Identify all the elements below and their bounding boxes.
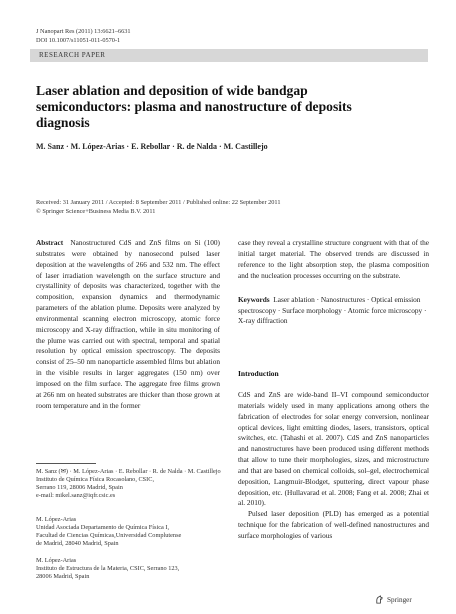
author-list: M. Sanz · M. López-Arias · E. Rebollar · R. de Nalda · M. Castillejo [36,142,268,151]
keywords-heading: Keywords [238,295,270,304]
affiliation-3 [36,557,226,581]
introduction-body [238,390,429,542]
doi-line: DOI 10.1007/s11051-011-0570-1 [36,37,121,44]
affiliation-names: M. López-Arias [36,516,77,523]
keywords [238,295,429,327]
affiliation-2 [36,516,226,548]
introduction-paragraph-1: CdS and ZnS are wide-band II–VI compound semiconductor materials widely used in many applications among others the fabrication of electrodes for solar energy conversion, nonlinear optical devices, light emitting diodes, lasers, transistors, optical switches, etc. (Tahashi et al. 2007). CdS and ZnS nanoparticles and nanostructures have been produced using different methods that allow to tune their morphologies, sizes, and microstructure and that are based on chemical colloids, sol–gel, electrochemical deposition, Langmuir-Blodget, sputtering, direct vapour phase deposition, etc. (Hullavarad et al. 2008; Fang et al. 2008; Zhai et al. 2010). [238,390,429,508]
affiliation-names: M. López-Arias [36,557,77,564]
journal-header [36,27,131,45]
article-type-label: RESEARCH PAPER [39,51,106,59]
footnote-divider [36,463,96,464]
copyright-line: © Springer Science+Business Media B.V. 2011 [36,208,156,215]
publisher-name: Springer [387,595,412,604]
abstract-text: Nanostructured CdS and ZnS films on Si (100) substrates were obtained by nanosecond pulsed laser deposition at the wavelengths of 266 and 532 nm. The effect of laser irradiation wavelength on the surface structure and crystallinity of deposits was characterized, together with the composition, expansion dynamics and thermodynamic parameters of the ablation plume. Deposits were analyzed by environmental scanning electron microscopy, atomic force microscopy and X-ray diffraction, while in situ monitoring of the plume was carried out with spectral, temporal and spatial resolution by optical emission spectroscopy. The deposits consist of 25–50 nm nanoparticle assembled films but ablation in the visible results in larger aggregates (150 nm) over imposed on the film surface. The aggregate free films grown at 266 nm on heated substrates are thicker than those grown at room temperature and in the former [36,238,220,410]
affiliation-line: Unidad Asociada Departamento de Química Física I, [36,524,170,532]
abstract-heading: Abstract [36,238,64,247]
introduction-paragraph-2: Pulsed laser deposition (PLD) has emerged as a potential technique for the fabrication of well-defined nanostructures and surface morphologies of various [238,509,429,540]
journal-citation: J Nanopart Res (2011) 13:6621–6631 [36,28,131,35]
affiliation-line: 28006 Madrid, Spain [36,573,90,581]
article-type-banner [30,49,428,62]
affiliation-line: de Madrid, 28040 Madrid, Spain [36,540,119,548]
abstract-continuation [238,238,429,281]
springer-horse-icon [375,595,384,604]
affiliation-1 [36,468,226,500]
affiliation-names: M. Sanz (✉) · M. López-Arias · E. Rebollar · R. de Nalda · M. Castillejo [36,468,221,475]
affiliation-email[interactable]: e-mail: mikel.sanz@iqfr.csic.es [36,492,116,500]
introduction-heading: Introduction [238,369,279,378]
paper-title: Laser ablation and deposition of wide bandgap semiconductors: plasma and nanostructure of deposits diagnosis [36,83,352,130]
publication-dates [36,198,426,216]
abstract [36,238,220,412]
abstract-continuation-text: case they reveal a crystalline structure congruent with that of the initial target material. The observed trends are discussed in reference to the light absorption step, the plasma composition and the nucleation processes occurring on the substrate. [238,238,429,280]
affiliation-line: Facultad de Ciencias Químicas,Universidad Complutense [36,532,182,540]
date-history: Received: 31 January 2011 / Accepted: 8 September 2011 / Published online: 22 September 2011 [36,199,281,206]
keywords-text: Laser ablation · Nanostructures · Optical emission spectroscopy · Surface morphology · Atomic force microscopy · X-ray diffraction [238,295,427,325]
publisher-logo [375,595,412,604]
affiliation-line: Instituto de Estructura de la Materia, CSIC, Serrano 123, [36,565,180,573]
affiliation-line: Instituto de Química Física Rocasolano, CSIC, [36,476,155,484]
affiliation-line: Serrano 119, 28006 Madrid, Spain [36,484,123,492]
